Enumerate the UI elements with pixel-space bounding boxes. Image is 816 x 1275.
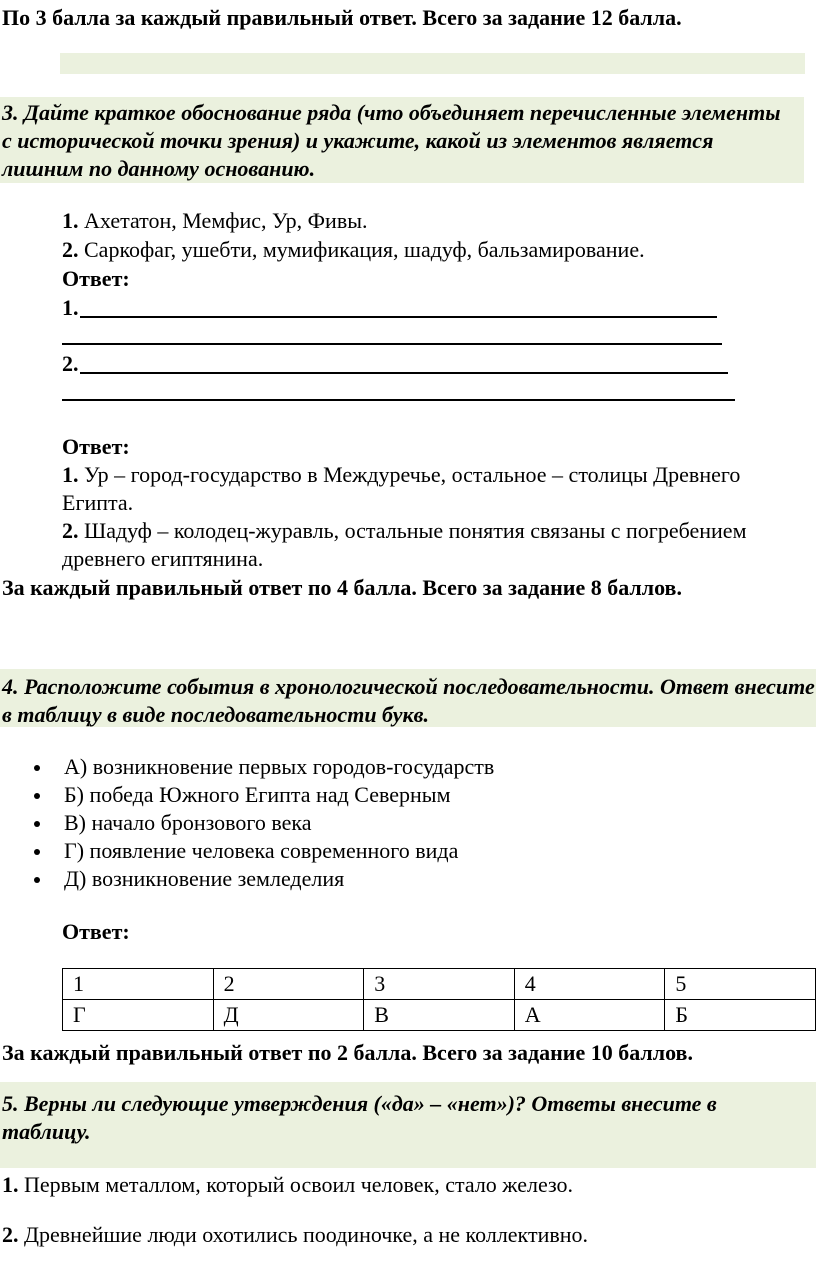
table-cell: 2 xyxy=(213,969,364,1000)
task3-score: За каждый правильный ответ по 4 балла. Всего за задание 8 баллов. xyxy=(2,575,682,600)
highlight-band xyxy=(60,53,805,74)
table-cell[interactable]: Б xyxy=(665,1000,816,1031)
table-cell[interactable]: В xyxy=(364,1000,515,1031)
table-cell[interactable]: А xyxy=(514,1000,665,1031)
answer-blank-2-line-2[interactable] xyxy=(62,399,735,401)
task5-instruction: 5. Верны ли следующие утверждения («да» – «нет»)? Ответы внесите в таблицу. xyxy=(2,1091,717,1144)
table-cell: 4 xyxy=(514,969,665,1000)
list-item: Г) появление человека современного вида xyxy=(30,837,730,865)
list-item: Б) победа Южного Египта над Северным xyxy=(30,781,730,809)
task3-answer-1: 1. Ур – город-государство в Междуречье, остальное – столицы Древнего Египта. xyxy=(62,462,741,515)
answer-blank-2-line[interactable] xyxy=(80,372,728,374)
table-cell: 5 xyxy=(665,969,816,1000)
task5-statement-2: 2. Древнейшие люди охотились поодиночке, а не коллективно. xyxy=(2,1222,589,1247)
answer-blank-1-line[interactable] xyxy=(80,316,717,318)
table-cell: 1 xyxy=(63,969,214,1000)
task3-item-1: 1. Ахетатон, Мемфис, Ур, Фивы. xyxy=(62,208,368,233)
answer-blank-2-label: 2. xyxy=(62,351,79,376)
task5-statement-1: 1. Первым металлом, который освоил человек, стало железо. xyxy=(2,1172,574,1197)
table-row xyxy=(63,969,816,1000)
list-item: Д) возникновение земледелия xyxy=(30,865,730,893)
task4-answer-label: Ответ: xyxy=(62,919,130,944)
list-item: В) начало бронзового века xyxy=(30,809,730,837)
task4-instruction: 4. Расположите события в хронологической последовательности. Ответ внесите в таблицу в виде последовательности букв. xyxy=(2,674,815,727)
answer-blank-1-line-2[interactable] xyxy=(62,343,722,345)
task4-answer-table xyxy=(62,968,816,1031)
list-item: А) возникновение первых городов-государств xyxy=(30,753,730,781)
task4-score: За каждый правильный ответ по 2 балла. Всего за задание 10 баллов. xyxy=(2,1040,693,1065)
table-row xyxy=(63,1000,816,1031)
task3-instruction: 3. Дайте краткое обоснование ряда (что объединяет перечисленные элементы с исторической точки зрения) и укажите, какой из элементов является лишним по данному основанию. xyxy=(2,100,781,181)
task3-answer-label: Ответ: xyxy=(62,266,130,291)
table-cell[interactable]: Д xyxy=(213,1000,364,1031)
task4-event-list xyxy=(30,753,730,893)
task3-item-2: 2. Саркофаг, ушебти, мумификация, шадуф, бальзамирование. xyxy=(62,237,645,262)
table-cell[interactable]: Г xyxy=(63,1000,214,1031)
score-line-task2: По 3 балла за каждый правильный ответ. Всего за задание 12 балла. xyxy=(2,5,682,30)
answer-blank-1-label: 1. xyxy=(62,295,79,320)
table-cell: 3 xyxy=(364,969,515,1000)
task3-answer-label-2: Ответ: xyxy=(62,434,130,459)
task3-answer-2: 2. Шадуф – колодец-журавль, остальные понятия связаны с погребением древнего египтянина. xyxy=(62,518,747,571)
